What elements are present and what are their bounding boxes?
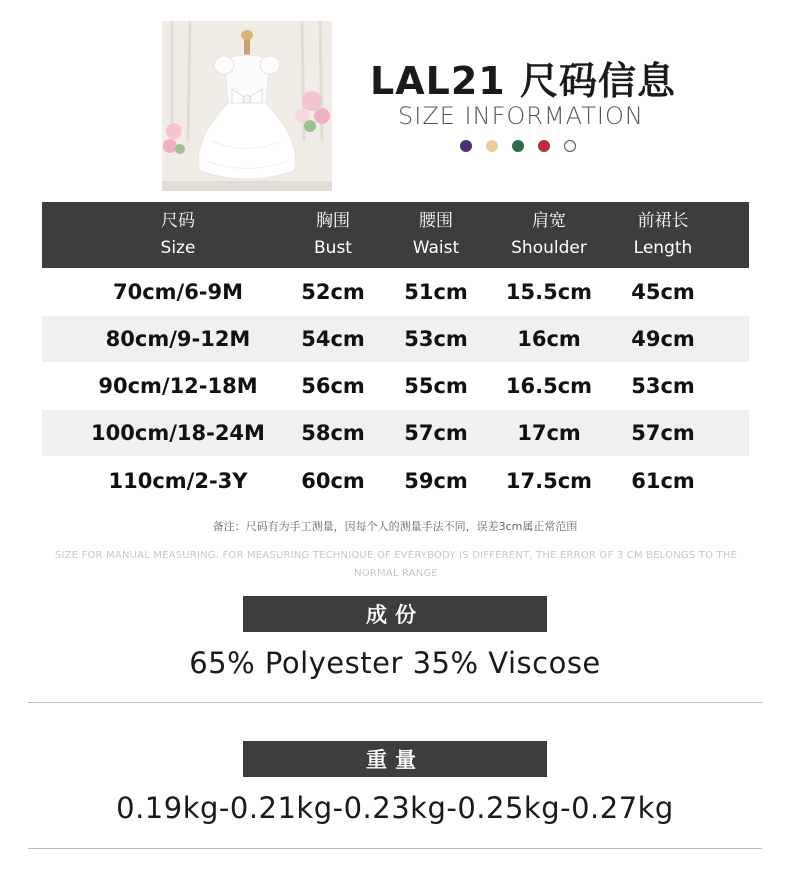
color-swatches (460, 140, 576, 152)
column-header-zh: 肩宽 (532, 211, 566, 231)
color-swatch-purple[interactable] (460, 140, 472, 152)
cell-length: 57cm (631, 421, 695, 445)
cell-waist: 51cm (404, 280, 468, 304)
cell-size: 100cm/18-24M (91, 421, 265, 445)
page-subtitle: SIZE INFORMATION (398, 102, 644, 130)
column-header-shoulder (499, 202, 599, 268)
column-header-length (618, 202, 708, 268)
cell-bust: 58cm (301, 421, 365, 445)
table-row (42, 269, 749, 315)
cell-waist: 55cm (404, 374, 468, 398)
product-photo (162, 21, 332, 191)
cell-waist: 59cm (404, 469, 468, 493)
table-row (42, 363, 749, 409)
size-table-header (42, 202, 749, 268)
cell-size: 80cm/9-12M (105, 327, 251, 351)
measurement-note-zh: 备注：尺码有为手工测量，因每个人的测量手法不同，误差3cm属正常范围 (212, 520, 578, 533)
column-header-zh: 前裙长 (637, 211, 689, 231)
weight-value: 0.19kg-0.21kg-0.23kg-0.25kg-0.27kg (116, 791, 674, 825)
cell-bust: 52cm (301, 280, 365, 304)
column-header-en: Size (160, 238, 196, 258)
divider (28, 702, 762, 703)
weight-heading: 重量 (243, 741, 547, 777)
cell-shoulder: 16cm (517, 327, 581, 351)
cell-length: 53cm (631, 374, 695, 398)
table-row (42, 316, 749, 362)
cell-shoulder: 16.5cm (505, 374, 593, 398)
divider (28, 848, 762, 849)
column-header-en: Length (633, 238, 693, 258)
column-header-waist (391, 202, 481, 268)
cell-waist: 57cm (404, 421, 468, 445)
cell-length: 45cm (631, 280, 695, 304)
measurement-note-en: SIZE FOR MANUAL MEASURING, FOR MEASURING TECHNIQUE OF EVERYBODY IS DIFFERENT, THE ERROR OF 3 CM BELONGS TO THE NORMAL RANGE (54, 550, 738, 579)
cell-length: 61cm (631, 469, 695, 493)
column-header-size (118, 202, 238, 268)
composition-heading: 成份 (243, 596, 547, 632)
cell-size: 90cm/12-18M (98, 374, 258, 398)
column-header-zh: 胸围 (316, 211, 350, 231)
cell-bust: 56cm (301, 374, 365, 398)
composition-value: 65% Polyester 35% Viscose (189, 646, 601, 680)
cell-shoulder: 15.5cm (505, 280, 593, 304)
color-swatch-champagne[interactable] (486, 140, 498, 152)
cell-shoulder: 17cm (517, 421, 581, 445)
page-title: LAL21 尺码信息 (370, 59, 676, 103)
table-row (42, 458, 749, 504)
column-header-zh: 尺码 (161, 211, 195, 231)
cell-shoulder: 17.5cm (505, 469, 593, 493)
column-header-en: Waist (412, 238, 460, 258)
column-header-zh: 腰围 (419, 211, 453, 231)
column-header-bust (288, 202, 378, 268)
cell-size: 70cm/6-9M (112, 280, 244, 304)
column-header-en: Shoulder (511, 238, 587, 258)
white-dress-illustration (162, 21, 332, 191)
cell-bust: 60cm (301, 469, 365, 493)
color-swatch-white[interactable] (564, 140, 576, 152)
cell-length: 49cm (631, 327, 695, 351)
column-header-en: Bust (314, 238, 352, 258)
table-row (42, 410, 749, 456)
cell-bust: 54cm (301, 327, 365, 351)
cell-size: 110cm/2-3Y (108, 469, 248, 493)
cell-waist: 53cm (404, 327, 468, 351)
color-swatch-green[interactable] (512, 140, 524, 152)
color-swatch-red[interactable] (538, 140, 550, 152)
